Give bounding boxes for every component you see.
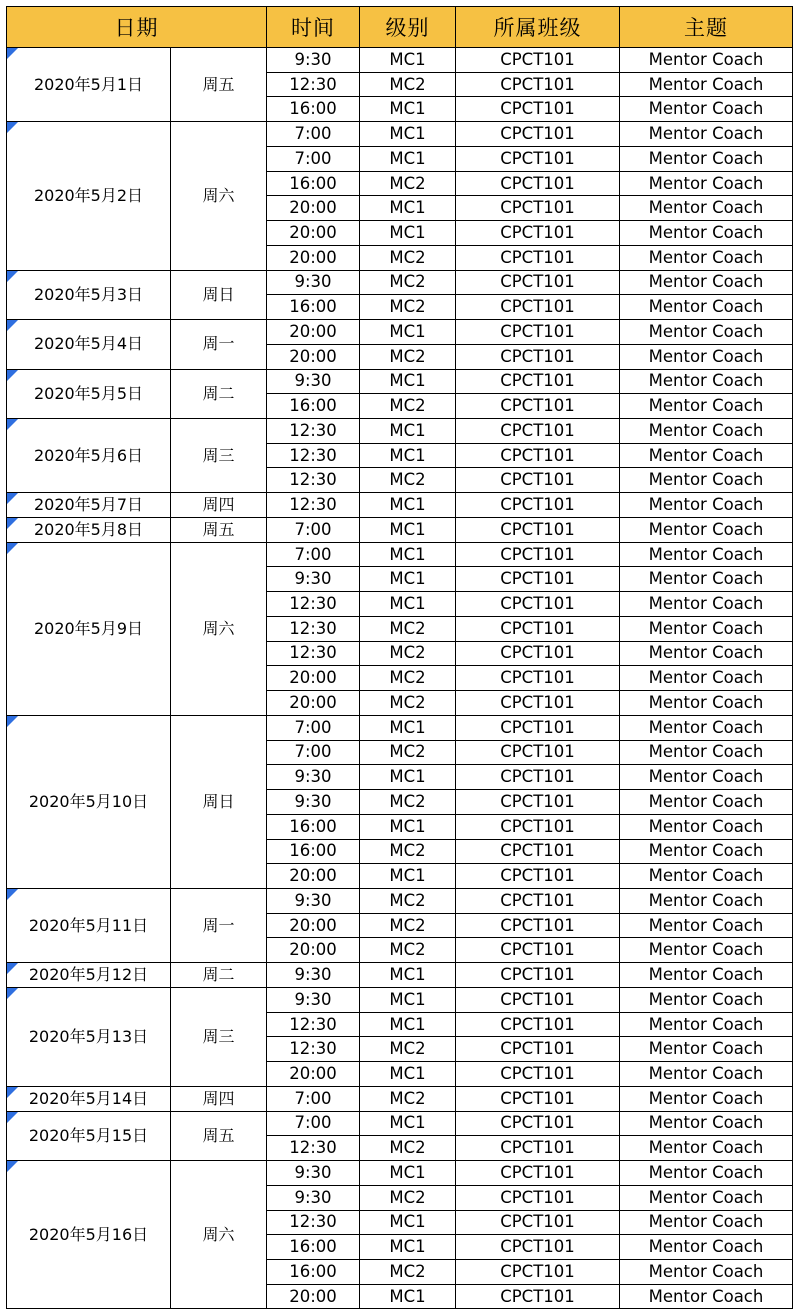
date-text: 2020年5月14日 bbox=[28, 1088, 149, 1108]
class-cell[interactable]: CPCT101 bbox=[456, 270, 620, 295]
time-cell[interactable]: 12:30 bbox=[267, 1037, 360, 1062]
time-cell[interactable]: 7:00 bbox=[267, 1086, 360, 1111]
table-row bbox=[7, 888, 793, 913]
comment-marker-icon bbox=[7, 271, 18, 282]
topic-cell[interactable]: Mentor Coach bbox=[620, 888, 793, 913]
time-cell[interactable]: 12:30 bbox=[267, 72, 360, 97]
topic-cell[interactable]: Mentor Coach bbox=[620, 1161, 793, 1186]
topic-cell[interactable]: Mentor Coach bbox=[620, 666, 793, 691]
time-cell[interactable]: 12:30 bbox=[267, 1136, 360, 1161]
topic-cell[interactable]: Mentor Coach bbox=[620, 987, 793, 1012]
level-cell[interactable]: MC1 bbox=[360, 1235, 456, 1260]
level-cell[interactable]: MC1 bbox=[360, 1062, 456, 1087]
table-row bbox=[7, 715, 793, 740]
weekday-cell[interactable]: 周日 bbox=[171, 270, 267, 319]
time-cell[interactable]: 9:30 bbox=[267, 963, 360, 988]
date-cell[interactable] bbox=[7, 517, 171, 542]
level-cell[interactable]: MC1 bbox=[360, 567, 456, 592]
topic-cell[interactable]: Mentor Coach bbox=[620, 344, 793, 369]
time-cell[interactable]: 16:00 bbox=[267, 394, 360, 419]
time-cell[interactable]: 12:30 bbox=[267, 1012, 360, 1037]
topic-cell[interactable]: Mentor Coach bbox=[620, 97, 793, 122]
comment-marker-icon bbox=[7, 889, 18, 900]
level-cell[interactable]: MC2 bbox=[360, 344, 456, 369]
time-cell[interactable]: 12:30 bbox=[267, 616, 360, 641]
date-text: 2020年5月13日 bbox=[28, 1026, 149, 1046]
comment-marker-icon bbox=[7, 122, 18, 133]
class-cell[interactable]: CPCT101 bbox=[456, 196, 620, 221]
time-cell[interactable]: 9:30 bbox=[267, 790, 360, 815]
level-cell[interactable]: MC2 bbox=[360, 888, 456, 913]
comment-marker-icon bbox=[7, 320, 18, 331]
time-cell[interactable]: 9:30 bbox=[267, 888, 360, 913]
weekday-cell[interactable]: 周六 bbox=[171, 122, 267, 270]
topic-cell[interactable]: Mentor Coach bbox=[620, 938, 793, 963]
level-cell[interactable]: MC1 bbox=[360, 122, 456, 147]
class-cell[interactable]: CPCT101 bbox=[456, 913, 620, 938]
topic-cell[interactable]: Mentor Coach bbox=[620, 1259, 793, 1284]
weekday-cell[interactable]: 周二 bbox=[171, 963, 267, 988]
time-cell[interactable]: 12:30 bbox=[267, 443, 360, 468]
time-cell[interactable]: 16:00 bbox=[267, 1259, 360, 1284]
topic-cell[interactable]: Mentor Coach bbox=[620, 369, 793, 394]
date-text: 2020年5月8日 bbox=[33, 519, 144, 539]
date-text: 2020年5月6日 bbox=[33, 445, 144, 465]
date-cell[interactable] bbox=[7, 1086, 171, 1111]
comment-marker-icon bbox=[7, 518, 18, 529]
topic-cell[interactable]: Mentor Coach bbox=[620, 122, 793, 147]
level-cell[interactable]: MC1 bbox=[360, 146, 456, 171]
time-cell[interactable]: 20:00 bbox=[267, 196, 360, 221]
comment-marker-icon bbox=[7, 48, 18, 59]
class-cell[interactable]: CPCT101 bbox=[456, 146, 620, 171]
class-cell[interactable]: CPCT101 bbox=[456, 1185, 620, 1210]
time-cell[interactable]: 7:00 bbox=[267, 740, 360, 765]
time-cell[interactable]: 7:00 bbox=[267, 542, 360, 567]
weekday-cell[interactable]: 周三 bbox=[171, 987, 267, 1086]
time-cell[interactable]: 16:00 bbox=[267, 1235, 360, 1260]
date-cell[interactable] bbox=[7, 493, 171, 518]
topic-cell[interactable]: Mentor Coach bbox=[620, 320, 793, 345]
time-cell[interactable]: 9:30 bbox=[267, 369, 360, 394]
table-row bbox=[7, 1111, 793, 1136]
topic-cell[interactable]: Mentor Coach bbox=[620, 245, 793, 270]
weekday-cell[interactable]: 周日 bbox=[171, 715, 267, 888]
class-cell[interactable]: CPCT101 bbox=[456, 1037, 620, 1062]
table-row bbox=[7, 122, 793, 147]
class-cell[interactable]: CPCT101 bbox=[456, 369, 620, 394]
level-cell[interactable]: MC2 bbox=[360, 839, 456, 864]
class-cell[interactable]: CPCT101 bbox=[456, 1086, 620, 1111]
class-cell[interactable]: CPCT101 bbox=[456, 443, 620, 468]
level-cell[interactable]: MC1 bbox=[360, 814, 456, 839]
weekday-cell[interactable]: 周一 bbox=[171, 320, 267, 369]
topic-cell[interactable]: Mentor Coach bbox=[620, 740, 793, 765]
level-cell[interactable]: MC2 bbox=[360, 1037, 456, 1062]
class-cell[interactable]: CPCT101 bbox=[456, 864, 620, 889]
time-cell[interactable]: 16:00 bbox=[267, 97, 360, 122]
header-class: 所属班级 bbox=[456, 7, 620, 48]
time-cell[interactable]: 9:30 bbox=[267, 48, 360, 73]
time-cell[interactable]: 7:00 bbox=[267, 146, 360, 171]
topic-cell[interactable]: Mentor Coach bbox=[620, 1284, 793, 1309]
weekday-cell[interactable]: 周四 bbox=[171, 493, 267, 518]
level-cell[interactable]: MC2 bbox=[360, 72, 456, 97]
class-cell[interactable]: CPCT101 bbox=[456, 740, 620, 765]
level-cell[interactable]: MC2 bbox=[360, 394, 456, 419]
date-cell[interactable] bbox=[7, 888, 171, 962]
topic-cell[interactable]: Mentor Coach bbox=[620, 419, 793, 444]
time-cell[interactable]: 7:00 bbox=[267, 1111, 360, 1136]
date-text: 2020年5月11日 bbox=[28, 915, 149, 935]
table-row bbox=[7, 1086, 793, 1111]
header-row bbox=[7, 7, 793, 48]
level-cell[interactable]: MC2 bbox=[360, 913, 456, 938]
time-cell[interactable]: 20:00 bbox=[267, 245, 360, 270]
class-cell[interactable]: CPCT101 bbox=[456, 1012, 620, 1037]
topic-cell[interactable]: Mentor Coach bbox=[620, 864, 793, 889]
schedule-body bbox=[7, 48, 793, 1309]
topic-cell[interactable]: Mentor Coach bbox=[620, 146, 793, 171]
date-cell[interactable] bbox=[7, 987, 171, 1086]
topic-cell[interactable]: Mentor Coach bbox=[620, 196, 793, 221]
date-cell[interactable] bbox=[7, 369, 171, 418]
topic-cell[interactable]: Mentor Coach bbox=[620, 616, 793, 641]
time-cell[interactable]: 20:00 bbox=[267, 320, 360, 345]
table-row bbox=[7, 369, 793, 394]
topic-cell[interactable]: Mentor Coach bbox=[620, 443, 793, 468]
comment-marker-icon bbox=[7, 493, 18, 504]
time-cell[interactable]: 7:00 bbox=[267, 122, 360, 147]
date-text: 2020年5月9日 bbox=[33, 618, 144, 638]
level-cell[interactable]: MC2 bbox=[360, 270, 456, 295]
topic-cell[interactable]: Mentor Coach bbox=[620, 691, 793, 716]
class-cell[interactable]: CPCT101 bbox=[456, 1259, 620, 1284]
class-cell[interactable]: CPCT101 bbox=[456, 1111, 620, 1136]
topic-cell[interactable]: Mentor Coach bbox=[620, 1235, 793, 1260]
comment-marker-icon bbox=[7, 1112, 18, 1123]
level-cell[interactable]: MC2 bbox=[360, 295, 456, 320]
time-cell[interactable]: 12:30 bbox=[267, 493, 360, 518]
time-cell[interactable]: 12:30 bbox=[267, 592, 360, 617]
time-cell[interactable]: 12:30 bbox=[267, 641, 360, 666]
class-cell[interactable]: CPCT101 bbox=[456, 963, 620, 988]
level-cell[interactable]: MC1 bbox=[360, 419, 456, 444]
level-cell[interactable]: MC2 bbox=[360, 1136, 456, 1161]
time-cell[interactable]: 12:30 bbox=[267, 468, 360, 493]
topic-cell[interactable]: Mentor Coach bbox=[620, 517, 793, 542]
time-cell[interactable]: 9:30 bbox=[267, 567, 360, 592]
class-cell[interactable]: CPCT101 bbox=[456, 592, 620, 617]
comment-marker-icon bbox=[7, 716, 18, 727]
time-cell[interactable]: 16:00 bbox=[267, 295, 360, 320]
level-cell[interactable]: MC1 bbox=[360, 443, 456, 468]
date-text: 2020年5月10日 bbox=[28, 791, 149, 811]
class-cell[interactable]: CPCT101 bbox=[456, 765, 620, 790]
class-cell[interactable]: CPCT101 bbox=[456, 641, 620, 666]
level-cell[interactable]: MC2 bbox=[360, 740, 456, 765]
class-cell[interactable]: CPCT101 bbox=[456, 691, 620, 716]
level-cell[interactable]: MC2 bbox=[360, 666, 456, 691]
class-cell[interactable]: CPCT101 bbox=[456, 1284, 620, 1309]
comment-marker-icon bbox=[7, 1087, 18, 1098]
comment-marker-icon bbox=[7, 370, 18, 381]
topic-cell[interactable]: Mentor Coach bbox=[620, 1185, 793, 1210]
table-row bbox=[7, 963, 793, 988]
level-cell[interactable]: MC1 bbox=[360, 48, 456, 73]
table-row bbox=[7, 1161, 793, 1186]
level-cell[interactable]: MC1 bbox=[360, 97, 456, 122]
topic-cell[interactable]: Mentor Coach bbox=[620, 72, 793, 97]
weekday-cell[interactable]: 周一 bbox=[171, 888, 267, 962]
level-cell[interactable]: MC1 bbox=[360, 369, 456, 394]
topic-cell[interactable]: Mentor Coach bbox=[620, 1136, 793, 1161]
class-cell[interactable]: CPCT101 bbox=[456, 839, 620, 864]
level-cell[interactable]: MC2 bbox=[360, 691, 456, 716]
class-cell[interactable]: CPCT101 bbox=[456, 814, 620, 839]
time-cell[interactable]: 16:00 bbox=[267, 814, 360, 839]
class-cell[interactable]: CPCT101 bbox=[456, 394, 620, 419]
class-cell[interactable]: CPCT101 bbox=[456, 245, 620, 270]
level-cell[interactable]: MC1 bbox=[360, 221, 456, 246]
date-text: 2020年5月1日 bbox=[33, 74, 144, 94]
time-cell[interactable]: 16:00 bbox=[267, 171, 360, 196]
time-cell[interactable]: 12:30 bbox=[267, 1210, 360, 1235]
table-row bbox=[7, 517, 793, 542]
level-cell[interactable]: MC1 bbox=[360, 1210, 456, 1235]
time-cell[interactable]: 7:00 bbox=[267, 517, 360, 542]
comment-marker-icon bbox=[7, 988, 18, 999]
time-cell[interactable]: 9:30 bbox=[267, 1185, 360, 1210]
level-cell[interactable]: MC1 bbox=[360, 1161, 456, 1186]
topic-cell[interactable]: Mentor Coach bbox=[620, 1037, 793, 1062]
class-cell[interactable]: CPCT101 bbox=[456, 1161, 620, 1186]
date-text: 2020年5月7日 bbox=[33, 495, 144, 515]
topic-cell[interactable]: Mentor Coach bbox=[620, 1086, 793, 1111]
table-row bbox=[7, 320, 793, 345]
date-text: 2020年5月4日 bbox=[33, 334, 144, 354]
time-cell[interactable]: 20:00 bbox=[267, 913, 360, 938]
date-text: 2020年5月12日 bbox=[28, 965, 149, 985]
date-cell[interactable] bbox=[7, 270, 171, 319]
date-cell[interactable] bbox=[7, 715, 171, 888]
class-cell[interactable]: CPCT101 bbox=[456, 72, 620, 97]
level-cell[interactable]: MC1 bbox=[360, 864, 456, 889]
topic-cell[interactable]: Mentor Coach bbox=[620, 1062, 793, 1087]
weekday-cell[interactable]: 周四 bbox=[171, 1086, 267, 1111]
topic-cell[interactable]: Mentor Coach bbox=[620, 839, 793, 864]
class-cell[interactable]: CPCT101 bbox=[456, 987, 620, 1012]
topic-cell[interactable]: Mentor Coach bbox=[620, 765, 793, 790]
date-text: 2020年5月5日 bbox=[33, 383, 144, 403]
time-cell[interactable]: 16:00 bbox=[267, 839, 360, 864]
topic-cell[interactable]: Mentor Coach bbox=[620, 1111, 793, 1136]
topic-cell[interactable]: Mentor Coach bbox=[620, 963, 793, 988]
topic-cell[interactable]: Mentor Coach bbox=[620, 493, 793, 518]
topic-cell[interactable]: Mentor Coach bbox=[620, 1210, 793, 1235]
date-cell[interactable] bbox=[7, 320, 171, 369]
level-cell[interactable]: MC2 bbox=[360, 1086, 456, 1111]
topic-cell[interactable]: Mentor Coach bbox=[620, 913, 793, 938]
topic-cell[interactable]: Mentor Coach bbox=[620, 270, 793, 295]
level-cell[interactable]: MC1 bbox=[360, 196, 456, 221]
time-cell[interactable]: 20:00 bbox=[267, 1062, 360, 1087]
date-cell[interactable] bbox=[7, 1161, 171, 1309]
level-cell[interactable]: MC1 bbox=[360, 320, 456, 345]
time-cell[interactable]: 20:00 bbox=[267, 938, 360, 963]
level-cell[interactable]: MC2 bbox=[360, 641, 456, 666]
class-cell[interactable]: CPCT101 bbox=[456, 320, 620, 345]
weekday-cell[interactable]: 周六 bbox=[171, 542, 267, 715]
weekday-cell[interactable]: 周三 bbox=[171, 419, 267, 493]
level-cell[interactable]: MC2 bbox=[360, 245, 456, 270]
level-cell[interactable]: MC1 bbox=[360, 1284, 456, 1309]
date-text: 2020年5月15日 bbox=[28, 1125, 149, 1145]
time-cell[interactable]: 20:00 bbox=[267, 1284, 360, 1309]
topic-cell[interactable]: Mentor Coach bbox=[620, 171, 793, 196]
time-cell[interactable]: 12:30 bbox=[267, 419, 360, 444]
time-cell[interactable]: 20:00 bbox=[267, 864, 360, 889]
time-cell[interactable]: 9:30 bbox=[267, 270, 360, 295]
class-cell[interactable]: CPCT101 bbox=[456, 419, 620, 444]
table-row bbox=[7, 987, 793, 1012]
level-cell[interactable]: MC1 bbox=[360, 963, 456, 988]
table-row bbox=[7, 419, 793, 444]
comment-marker-icon bbox=[7, 419, 18, 430]
date-cell[interactable] bbox=[7, 419, 171, 493]
header-date: 日期 bbox=[7, 7, 267, 48]
level-cell[interactable]: MC1 bbox=[360, 542, 456, 567]
topic-cell[interactable]: Mentor Coach bbox=[620, 592, 793, 617]
date-text: 2020年5月2日 bbox=[33, 185, 144, 205]
time-cell[interactable]: 20:00 bbox=[267, 666, 360, 691]
level-cell[interactable]: MC2 bbox=[360, 1259, 456, 1284]
date-text: 2020年5月3日 bbox=[33, 284, 144, 304]
class-cell[interactable]: CPCT101 bbox=[456, 790, 620, 815]
class-cell[interactable]: CPCT101 bbox=[456, 888, 620, 913]
weekday-cell[interactable]: 周五 bbox=[171, 517, 267, 542]
class-cell[interactable]: CPCT101 bbox=[456, 97, 620, 122]
class-cell[interactable]: CPCT101 bbox=[456, 295, 620, 320]
class-cell[interactable]: CPCT101 bbox=[456, 468, 620, 493]
table-row bbox=[7, 48, 793, 73]
topic-cell[interactable]: Mentor Coach bbox=[620, 814, 793, 839]
level-cell[interactable]: MC1 bbox=[360, 1111, 456, 1136]
class-cell[interactable]: CPCT101 bbox=[456, 171, 620, 196]
weekday-cell[interactable]: 周五 bbox=[171, 48, 267, 122]
level-cell[interactable]: MC1 bbox=[360, 517, 456, 542]
level-cell[interactable]: MC1 bbox=[360, 1012, 456, 1037]
level-cell[interactable]: MC2 bbox=[360, 790, 456, 815]
topic-cell[interactable]: Mentor Coach bbox=[620, 295, 793, 320]
weekday-cell[interactable]: 周二 bbox=[171, 369, 267, 418]
table-row bbox=[7, 270, 793, 295]
weekday-cell[interactable]: 周五 bbox=[171, 1111, 267, 1160]
class-cell[interactable]: CPCT101 bbox=[456, 517, 620, 542]
class-cell[interactable]: CPCT101 bbox=[456, 344, 620, 369]
date-cell[interactable] bbox=[7, 122, 171, 270]
level-cell[interactable]: MC2 bbox=[360, 468, 456, 493]
comment-marker-icon bbox=[7, 543, 18, 554]
topic-cell[interactable]: Mentor Coach bbox=[620, 394, 793, 419]
class-cell[interactable]: CPCT101 bbox=[456, 1210, 620, 1235]
class-cell[interactable]: CPCT101 bbox=[456, 48, 620, 73]
time-cell[interactable]: 9:30 bbox=[267, 1161, 360, 1186]
class-cell[interactable]: CPCT101 bbox=[456, 616, 620, 641]
time-cell[interactable]: 7:00 bbox=[267, 715, 360, 740]
topic-cell[interactable]: Mentor Coach bbox=[620, 48, 793, 73]
time-cell[interactable]: 20:00 bbox=[267, 691, 360, 716]
date-text: 2020年5月16日 bbox=[28, 1224, 149, 1244]
topic-cell[interactable]: Mentor Coach bbox=[620, 567, 793, 592]
topic-cell[interactable]: Mentor Coach bbox=[620, 790, 793, 815]
comment-marker-icon bbox=[7, 1161, 18, 1172]
level-cell[interactable]: MC1 bbox=[360, 715, 456, 740]
level-cell[interactable]: MC2 bbox=[360, 616, 456, 641]
level-cell[interactable]: MC2 bbox=[360, 171, 456, 196]
class-cell[interactable]: CPCT101 bbox=[456, 1235, 620, 1260]
topic-cell[interactable]: Mentor Coach bbox=[620, 715, 793, 740]
topic-cell[interactable]: Mentor Coach bbox=[620, 641, 793, 666]
class-cell[interactable]: CPCT101 bbox=[456, 542, 620, 567]
header-time: 时间 bbox=[267, 7, 360, 48]
level-cell[interactable]: MC1 bbox=[360, 765, 456, 790]
class-cell[interactable]: CPCT101 bbox=[456, 567, 620, 592]
weekday-cell[interactable]: 周六 bbox=[171, 1161, 267, 1309]
class-cell[interactable]: CPCT101 bbox=[456, 715, 620, 740]
time-cell[interactable]: 20:00 bbox=[267, 221, 360, 246]
level-cell[interactable]: MC1 bbox=[360, 987, 456, 1012]
level-cell[interactable]: MC1 bbox=[360, 493, 456, 518]
header-topic: 主题 bbox=[620, 7, 793, 48]
level-cell[interactable]: MC2 bbox=[360, 938, 456, 963]
level-cell[interactable]: MC2 bbox=[360, 1185, 456, 1210]
class-cell[interactable]: CPCT101 bbox=[456, 666, 620, 691]
topic-cell[interactable]: Mentor Coach bbox=[620, 221, 793, 246]
date-cell[interactable] bbox=[7, 48, 171, 122]
topic-cell[interactable]: Mentor Coach bbox=[620, 468, 793, 493]
date-cell[interactable] bbox=[7, 1111, 171, 1160]
comment-marker-icon bbox=[7, 963, 18, 974]
schedule-table bbox=[6, 6, 793, 1309]
class-cell[interactable]: CPCT101 bbox=[456, 938, 620, 963]
class-cell[interactable]: CPCT101 bbox=[456, 1136, 620, 1161]
time-cell[interactable]: 9:30 bbox=[267, 987, 360, 1012]
topic-cell[interactable]: Mentor Coach bbox=[620, 542, 793, 567]
time-cell[interactable]: 9:30 bbox=[267, 765, 360, 790]
class-cell[interactable]: CPCT101 bbox=[456, 493, 620, 518]
date-cell[interactable] bbox=[7, 963, 171, 988]
level-cell[interactable]: MC1 bbox=[360, 592, 456, 617]
class-cell[interactable]: CPCT101 bbox=[456, 221, 620, 246]
date-cell[interactable] bbox=[7, 542, 171, 715]
topic-cell[interactable]: Mentor Coach bbox=[620, 1012, 793, 1037]
class-cell[interactable]: CPCT101 bbox=[456, 122, 620, 147]
header-level: 级别 bbox=[360, 7, 456, 48]
time-cell[interactable]: 20:00 bbox=[267, 344, 360, 369]
table-row bbox=[7, 493, 793, 518]
table-row bbox=[7, 542, 793, 567]
class-cell[interactable]: CPCT101 bbox=[456, 1062, 620, 1087]
